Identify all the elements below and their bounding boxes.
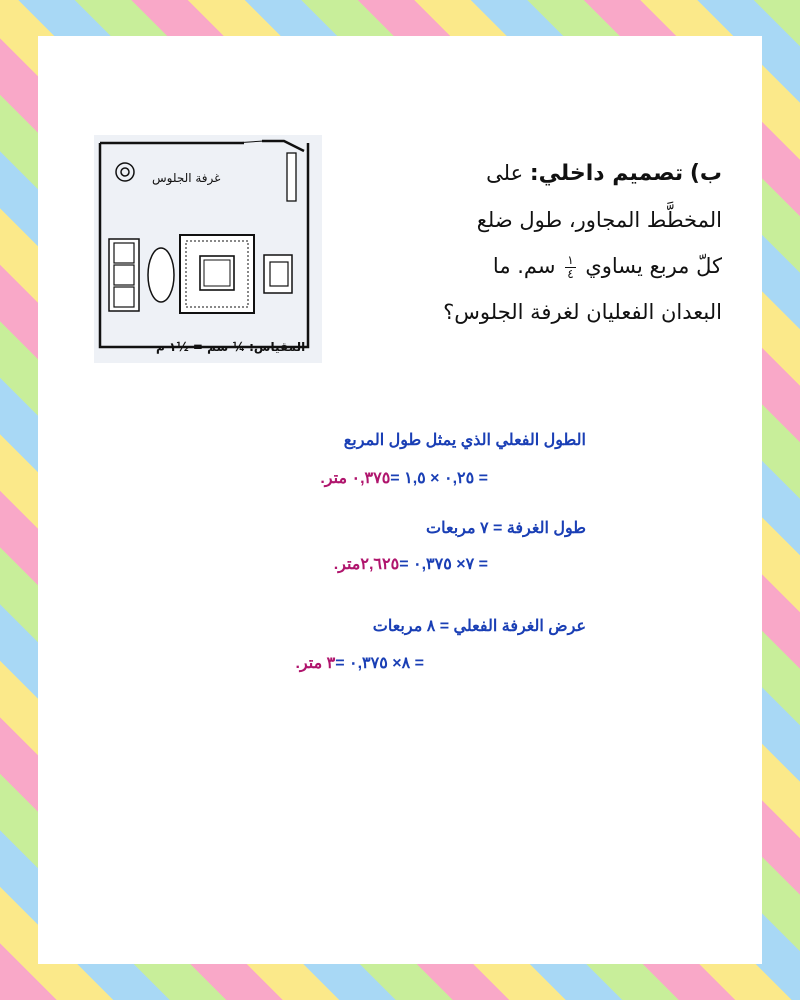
problem-heading: تصميم داخلي: — [529, 161, 684, 186]
problem-line3-end: سم. ما — [492, 254, 556, 278]
solution-2-result: ٢,٦٢٥متر. — [333, 556, 400, 573]
solution-3-expression: = ٨× ٠,٣٧٥ = — [335, 655, 424, 672]
room-label: غرفة الجلوس — [152, 171, 221, 185]
solution-2-expression: = ٧× ٠,٣٧٥ = — [399, 556, 488, 573]
rug-icon — [180, 235, 254, 313]
solution-1-title: الطول الفعلي الذي يمثل طول المربع — [343, 432, 586, 449]
solution-3-equation — [295, 653, 424, 673]
solution-1-equation — [320, 468, 488, 488]
floor-plan — [94, 135, 322, 363]
solution-3-result: ٣ متر. — [295, 655, 336, 672]
problem-line4: البعدان الفعليان لغرفة الجلوس؟ — [443, 300, 722, 324]
floor-plan-drawing — [94, 135, 322, 363]
solution-2-equation — [334, 554, 488, 574]
solution-2-title: طول الغرفة = ٧ مربعات — [426, 520, 586, 537]
scale-caption: المقياس: ¼ سم = ½١ م — [156, 340, 306, 354]
shelf-icon — [287, 153, 296, 201]
solution-1-result: ٠,٣٧٥ متر. — [320, 470, 391, 487]
quarter-fraction — [565, 254, 575, 281]
problem-line3-start: كلّ مربع يساوي — [585, 254, 722, 278]
fraction-numerator: ١ — [567, 252, 574, 267]
fraction-denominator: ٤ — [567, 266, 574, 281]
problem-line1-tail: على — [486, 161, 524, 185]
plant-icon — [116, 163, 134, 181]
problem-line2: المخطَّط المجاور، طول ضلع — [476, 208, 722, 232]
problem-statement — [342, 150, 722, 335]
oval-table-icon — [148, 248, 174, 302]
problem-label: ب) — [689, 161, 722, 186]
solution-1-expression: = ٠,٢٥ × ١,٥ = — [390, 470, 488, 487]
solution-3-title: عرض الغرفة الفعلي = ٨ مربعات — [372, 618, 586, 635]
